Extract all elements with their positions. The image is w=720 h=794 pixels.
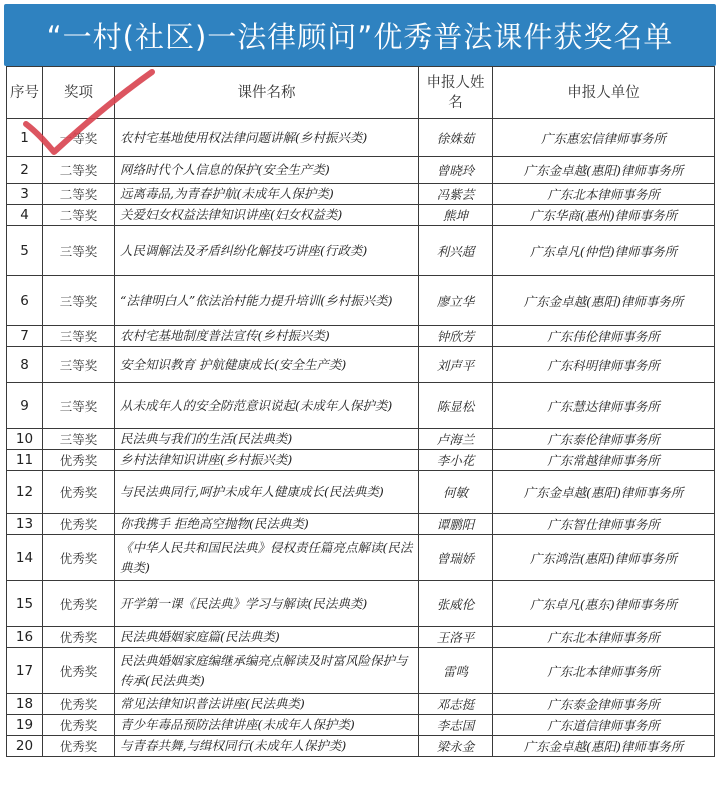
applicant-name-cell: 谭鹏阳	[419, 514, 493, 535]
course-name-cell: 与青春共舞,与缉权同行(未成年人保护类)	[115, 736, 419, 757]
table-row	[7, 471, 715, 514]
award-cell: 二等奖	[43, 205, 115, 226]
course-name-cell: 安全知识教育 护航健康成长(安全生产类)	[115, 347, 419, 383]
course-name-cell: 常见法律知识普法讲座(民法典类)	[115, 694, 419, 715]
applicant-unit-cell: 广东金卓越(惠阳)律师事务所	[493, 276, 715, 326]
award-cell: 优秀奖	[43, 694, 115, 715]
table-row	[7, 157, 715, 184]
course-name-cell: 农村宅基地使用权法律问题讲解(乡村振兴类)	[115, 119, 419, 157]
course-name-cell: 民法典婚姻家庭编继承编亮点解读及时富风险保护与传承(民法典类)	[115, 648, 419, 694]
course-name-cell: 民法典与我们的生活(民法典类)	[115, 429, 419, 450]
row-number: 19	[7, 715, 43, 736]
row-number: 4	[7, 205, 43, 226]
award-cell: 优秀奖	[43, 648, 115, 694]
applicant-name-cell: 冯紫芸	[419, 184, 493, 205]
applicant-unit-cell: 广东道信律师事务所	[493, 715, 715, 736]
applicant-name-cell: 曾晓玲	[419, 157, 493, 184]
applicant-name-cell: 梁永金	[419, 736, 493, 757]
award-cell: 三等奖	[43, 326, 115, 347]
column-header-no: 序号	[7, 67, 43, 119]
applicant-name-cell: 钟欣芳	[419, 326, 493, 347]
row-number: 18	[7, 694, 43, 715]
course-name-cell: 农村宅基地制度普法宣传(乡村振兴类)	[115, 326, 419, 347]
course-name-cell: 民法典婚姻家庭篇(民法典类)	[115, 627, 419, 648]
award-cell: 三等奖	[43, 383, 115, 429]
table-row	[7, 184, 715, 205]
table-row	[7, 205, 715, 226]
applicant-unit-cell: 广东伟伦律师事务所	[493, 326, 715, 347]
table-row	[7, 535, 715, 581]
course-name-cell: 从未成年人的安全防范意识说起(未成年人保护类)	[115, 383, 419, 429]
award-cell: 优秀奖	[43, 535, 115, 581]
course-name-cell: 远离毒品,为青春护航(未成年人保护类)	[115, 184, 419, 205]
applicant-unit-cell: 广东金卓越(惠阳)律师事务所	[493, 736, 715, 757]
award-cell: 优秀奖	[43, 736, 115, 757]
table-row	[7, 648, 715, 694]
column-header-award: 奖项	[43, 67, 115, 119]
row-number: 7	[7, 326, 43, 347]
title-banner	[4, 4, 716, 66]
row-number: 13	[7, 514, 43, 535]
table-row	[7, 450, 715, 471]
award-cell: 三等奖	[43, 347, 115, 383]
row-number: 9	[7, 383, 43, 429]
applicant-name-cell: 卢海兰	[419, 429, 493, 450]
course-name-cell: 关爱妇女权益法律知识讲座(妇女权益类)	[115, 205, 419, 226]
award-cell: 优秀奖	[43, 627, 115, 648]
applicant-unit-cell: 广东北本律师事务所	[493, 648, 715, 694]
row-number: 17	[7, 648, 43, 694]
applicant-unit-cell: 广东鸿浩(惠阳)律师事务所	[493, 535, 715, 581]
row-number: 20	[7, 736, 43, 757]
table-row	[7, 715, 715, 736]
applicant-unit-cell: 广东智仕律师事务所	[493, 514, 715, 535]
award-cell: 三等奖	[43, 226, 115, 276]
applicant-name-cell: 邓志挺	[419, 694, 493, 715]
course-name-cell: 你我携手 拒绝高空抛物(民法典类)	[115, 514, 419, 535]
course-name-cell: 与民法典同行,呵护未成年人健康成长(民法典类)	[115, 471, 419, 514]
row-number: 3	[7, 184, 43, 205]
table-header-row	[7, 67, 715, 119]
table-row	[7, 347, 715, 383]
table-row	[7, 429, 715, 450]
award-cell: 三等奖	[43, 276, 115, 326]
table-row	[7, 627, 715, 648]
award-cell: 优秀奖	[43, 581, 115, 627]
applicant-unit-cell: 广东惠宏信律师事务所	[493, 119, 715, 157]
row-number: 1	[7, 119, 43, 157]
applicant-name-cell: 李小花	[419, 450, 493, 471]
table-row	[7, 581, 715, 627]
applicant-name-cell: 刘声平	[419, 347, 493, 383]
award-cell: 二等奖	[43, 184, 115, 205]
applicant-unit-cell: 广东慧达律师事务所	[493, 383, 715, 429]
row-number: 6	[7, 276, 43, 326]
applicant-unit-cell: 广东科明律师事务所	[493, 347, 715, 383]
row-number: 16	[7, 627, 43, 648]
column-header-unit: 申报人单位	[493, 67, 715, 119]
table-row	[7, 694, 715, 715]
course-name-cell: 青少年毒品预防法律讲座(未成年人保护类)	[115, 715, 419, 736]
applicant-unit-cell: 广东卓凡(惠东)律师事务所	[493, 581, 715, 627]
applicant-name-cell: 曾瑞娇	[419, 535, 493, 581]
course-name-cell: 网络时代个人信息的保护(安全生产类)	[115, 157, 419, 184]
applicant-name-cell: 徐姝茹	[419, 119, 493, 157]
applicant-name-cell: 李志国	[419, 715, 493, 736]
applicant-name-cell: 张威伦	[419, 581, 493, 627]
course-name-cell: 开学第一课《民法典》学习与解读(民法典类)	[115, 581, 419, 627]
applicant-unit-cell: 广东北本律师事务所	[493, 184, 715, 205]
row-number: 15	[7, 581, 43, 627]
row-number: 8	[7, 347, 43, 383]
applicant-unit-cell: 广东金卓越(惠阳)律师事务所	[493, 157, 715, 184]
table-row	[7, 514, 715, 535]
table-row	[7, 276, 715, 326]
row-number: 2	[7, 157, 43, 184]
table-row	[7, 119, 715, 157]
applicant-unit-cell: 广东北本律师事务所	[493, 627, 715, 648]
applicant-unit-cell: 广东常越律师事务所	[493, 450, 715, 471]
awards-table	[6, 66, 715, 757]
course-name-cell: “法律明白人”依法治村能力提升培训(乡村振兴类)	[115, 276, 419, 326]
applicant-name-cell: 何敏	[419, 471, 493, 514]
table-row	[7, 326, 715, 347]
table-row	[7, 383, 715, 429]
table-row	[7, 736, 715, 757]
column-header-person: 申报人姓名	[419, 67, 493, 119]
page-title: “一村(社区)一法律顾问”优秀普法课件获奖名单	[46, 19, 674, 54]
award-cell: 优秀奖	[43, 471, 115, 514]
course-name-cell: 乡村法律知识讲座(乡村振兴类)	[115, 450, 419, 471]
applicant-unit-cell: 广东金卓越(惠阳)律师事务所	[493, 471, 715, 514]
award-cell: 优秀奖	[43, 715, 115, 736]
course-name-cell: 人民调解法及矛盾纠纷化解技巧讲座(行政类)	[115, 226, 419, 276]
applicant-name-cell: 熊坤	[419, 205, 493, 226]
award-cell: 二等奖	[43, 157, 115, 184]
course-name-cell: 《中华人民共和国民法典》侵权责任篇亮点解读(民法典类)	[115, 535, 419, 581]
applicant-unit-cell: 广东华商(惠州)律师事务所	[493, 205, 715, 226]
applicant-name-cell: 廖立华	[419, 276, 493, 326]
table-row	[7, 226, 715, 276]
applicant-unit-cell: 广东泰伦律师事务所	[493, 429, 715, 450]
row-number: 12	[7, 471, 43, 514]
applicant-name-cell: 利兴超	[419, 226, 493, 276]
applicant-unit-cell: 广东泰金律师事务所	[493, 694, 715, 715]
applicant-name-cell: 雷鸣	[419, 648, 493, 694]
award-cell: 优秀奖	[43, 450, 115, 471]
applicant-unit-cell: 广东卓凡(仲恺)律师事务所	[493, 226, 715, 276]
row-number: 5	[7, 226, 43, 276]
applicant-name-cell: 王洛平	[419, 627, 493, 648]
award-cell: 三等奖	[43, 429, 115, 450]
applicant-name-cell: 陈显松	[419, 383, 493, 429]
column-header-course: 课件名称	[115, 67, 419, 119]
row-number: 11	[7, 450, 43, 471]
award-cell: 优秀奖	[43, 514, 115, 535]
row-number: 14	[7, 535, 43, 581]
row-number: 10	[7, 429, 43, 450]
award-cell: 一等奖	[43, 119, 115, 157]
